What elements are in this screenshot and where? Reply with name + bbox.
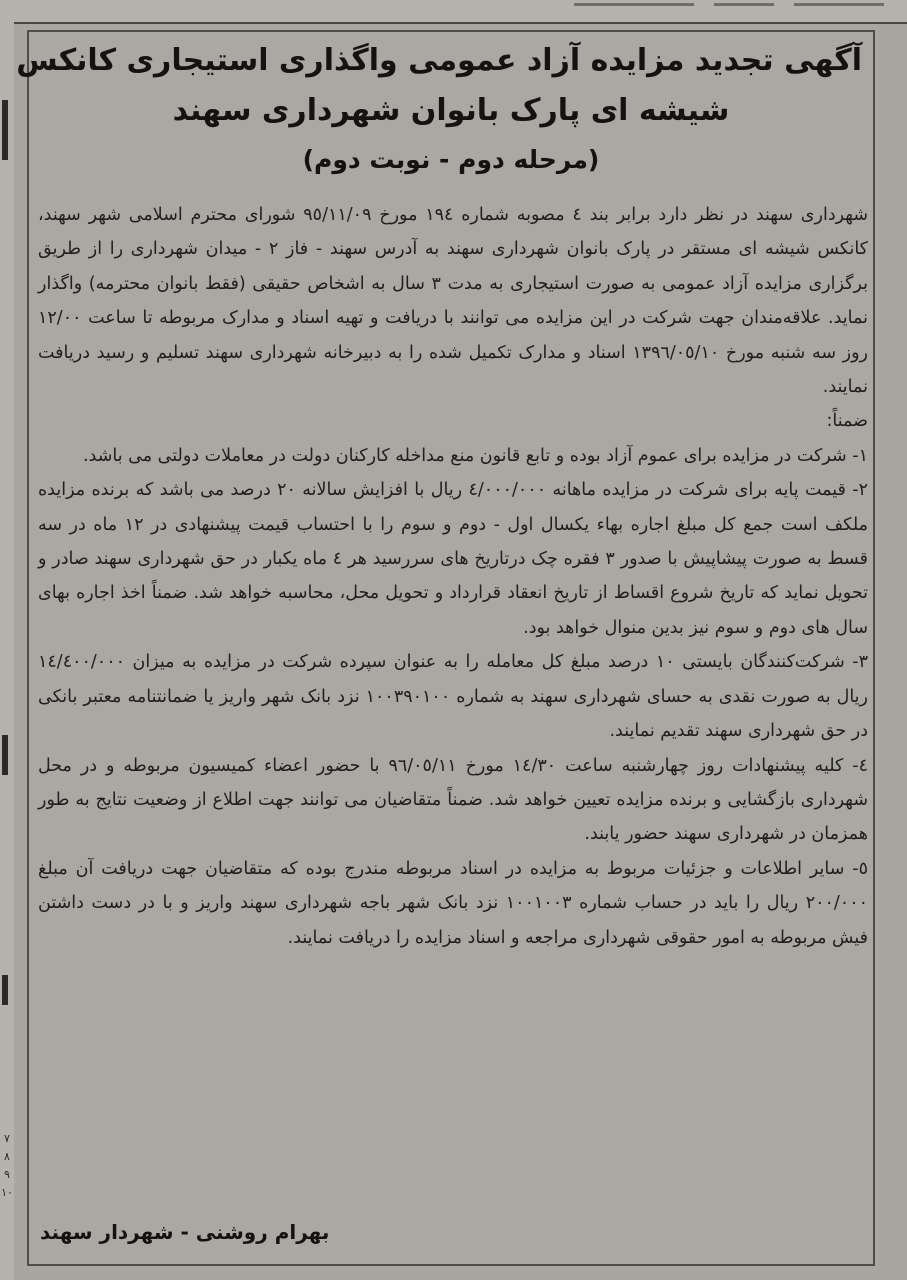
cut-text-fragment bbox=[574, 3, 694, 6]
cut-text-fragment bbox=[714, 3, 774, 6]
clause-3: ٣- شرکت‌کنندگان بایستی ١٠ درصد مبلغ کل معامله را به عنوان سپرده شرکت در مزایده به میزان ١٤/٤٠٠/٠٠٠ ریال به صورت نقدی به حسای شهرداری سهند به شماره ١٠٠٣٩٠١٠٠ نزد بانک شهر واریز یا ضمانتنامه معتبر بانکی در حق شهرداری سهند تقدیم نمایند. bbox=[38, 652, 869, 742]
clause-1: ١- شرکت در مزایده برای عموم آزاد بوده و تابع قانون منع مداخله کارکنان دولت در معاملات دولتی می باشد. bbox=[82, 445, 868, 466]
notice-header bbox=[16, 36, 862, 184]
clause-2: ٢- قیمت پایه برای شرکت در مزایده ماهانه ٤/٠٠٠/٠٠٠ ریال با افزایش سالانه ٢٠ درصد می باشد که برنده مزایده ملکف است جمع کل مبلغ اجاره بهاء یکسال اول - دوم و سوم را با احتساب قیمت پیشنهادی در ١٢ ماه در سه قسط به صورت پیشاپیش با صدور ٣ فقره چک درتاریخ های سررسید هر ٤ ماه یکبار در حق شهرداری سهند صادر و تحویل نماید که تاریخ شروع اقساط از تاریخ انعقاد قرارداد و تحویل محل، محاسبه خواهد شد. ضمناً اخذ اجاره بهای سال های دوم و سوم نیز بدین منوال خواهد بود. bbox=[38, 480, 868, 638]
cut-text-fragment bbox=[794, 3, 884, 6]
adjacent-column-digits bbox=[1, 1130, 13, 1202]
column-edge-mark bbox=[2, 735, 8, 775]
also-label: ضمناً: bbox=[826, 411, 868, 432]
column-edge-mark bbox=[2, 100, 8, 160]
margin-digit: ٩ bbox=[4, 1168, 10, 1181]
clause-5: ٥- سایر اطلاعات و جزئیات مربوط به مزایده در اسناد مربوطه مندرج بوده که متقاضیان جهت دریافت آن مبلغ ٢٠٠/٠٠٠ ریال را باید در حساب شماره ١٠٠١٠٠٣ نزد بانک شهر باجه شهرداری سهند واریز و با در دست داشتن فیش مربوطه به امور حقوقی شهرداری مراجعه و اسناد مزایده را دریافت نمایند. bbox=[38, 858, 868, 948]
notice-title-line-2: شیشه ای پارک بانوان شهرداری سهند bbox=[172, 93, 730, 128]
notice-subtitle: (مرحله دوم - نوبت دوم) bbox=[302, 145, 600, 174]
notice-title-line-1: آگهی تجدید مزایده آزاد عمومی واگذاری استیجاری کانکس bbox=[16, 43, 862, 78]
column-edge-mark bbox=[2, 975, 8, 1005]
adjacent-column-strip bbox=[0, 0, 14, 1280]
clause-4: ٤- کلیه پیشنهادات روز چهارشنبه ساعت ١٤/٣٠ مورخ ٩٦/٠٥/١١ با حضور اعضاء کمیسیون مربوطه و در محل شهرداری بازگشایی و برنده مزایده تعیین خواهد شد. ضمناً متقاضیان می توانند جهت اطلاع از وضعیت نتایج به طور همزمان در شهرداری سهند حضور یابند. bbox=[38, 755, 868, 845]
signature: بهرام روشنی - شهردار سهند bbox=[40, 1220, 330, 1244]
previous-article-edge bbox=[14, 0, 907, 24]
intro-paragraph: شهرداری سهند در نظر دارد برابر بند ٤ مصوبه شماره ١٩٤ مورخ ٩٥/١١/٠٩ شورای محترم اسلامی شهر سهند، کانکس شیشه ای مستقر در پارک بانوان شهرداری سهند به آدرس سهند - فاز ٢ - میدان شهرداری را از طریق برگزاری مزایده آزاد عمومی به صورت استیجاری به مدت ٣ سال به اشخاص حقیقی (فقط بانوان محترمه) واگذار نماید. علاقه‌مندان جهت شرکت در این مزایده می توانند با دریافت و تهیه اسناد و مدارک مربوطه تا ساعت ١٢/٠٠ روز سه شنبه مورخ ١٣٩٦/٠٥/١٠ اسناد و مدارک تکمیل شده را به دبیرخانه شهرداری سهند تسلیم و رسید دریافت نمایند. bbox=[38, 205, 869, 398]
notice-body bbox=[38, 198, 868, 955]
margin-digit: ١٠ bbox=[1, 1186, 13, 1199]
margin-digit: ٨ bbox=[4, 1150, 10, 1163]
margin-digit: ٧ bbox=[4, 1132, 10, 1145]
